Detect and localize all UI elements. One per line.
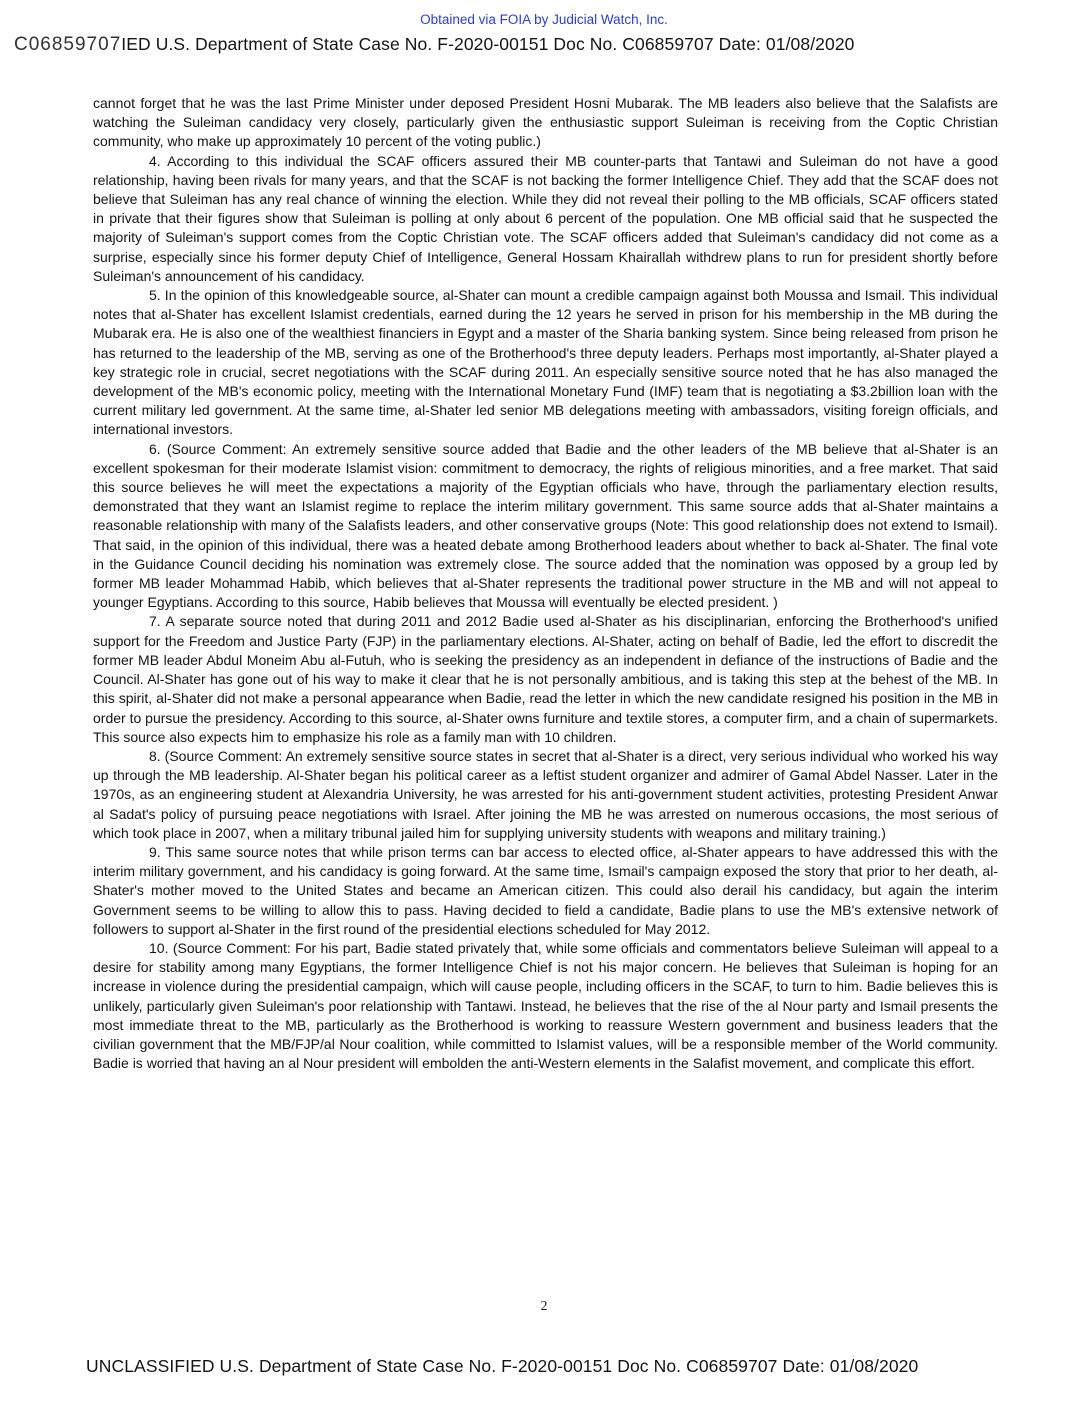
paragraph-9: 9. This same source notes that while prison terms can bar access to elected office, al-Shater appears to have addressed this with the interim military government, and his candidacy is going forward. At the same time, Ismail's campaign exposed the story that prior to her death, al-Shater's mother moved to the United States and became an American citizen. This could also derail his candidacy, but again the interim Government seems to be willing to allow this to pass. Having decided to field a candidate, Badie plans to use the MB's extensive network of followers to support al-Shater in the first round of the presidential elections scheduled for May 2012.	[93, 843, 998, 937]
paragraph-4: 4. According to this individual the SCAF officers assured their MB counter-parts that Tantawi and Suleiman do not have a good relationship, having been rivals for many years, and that the SCAF is not backing the former Intelligence Chief. They add that the SCAF does not believe that Suleiman has any real chance of winning the election. While they did not reveal their polling to the MB officials, SCAF officers stated in private that their figures show that Suleiman is polling at only about 6 percent of the population. One MB official said that he suspected the majority of Suleiman's support comes from the Coptic Christian vote. The SCAF officers added that Suleiman's candidacy did not come as a surprise, especially since his former deputy Chief of Intelligence, General Hossam Khairallah withdrew plans to run for president shortly before Suleiman's announcement of his candidacy.	[93, 152, 998, 284]
paragraph-continuation: cannot forget that he was the last Prime Minister under deposed President Hosni Mubarak. The MB leaders also believe that the Salafists are watching the Suleiman candidacy very closely, particularly given the enthusiastic support Suleiman is receiving from the Coptic Christian community, who make up approximately 10 percent of the voting public.)	[93, 95, 998, 150]
paragraph-5: 5. In the opinion of this knowledgeable source, al-Shater can mount a credible campaign against both Moussa and Ismail. This individual notes that al-Shater has excellent Islamist credentials, earned during the 12 years he served in prison for his membership in the MB during the Mubarak era. He is also one of the wealthiest financiers in Egypt and a master of the Sharia banking system. Since being released from prison he has returned to the leadership of the MB, serving as one of the Brotherhood's three deputy leaders. Perhaps most importantly, al-Shater played a key strategic role in crucial, secret negotiations with the SCAF during 2011. An especially sensitive source noted that he has also managed the development of the MB's economic policy, meeting with the International Monetary Fund (IMF) team that is negotiating a $3.2billion loan with the current military led government. At the same time, al-Shater led senior MB delegations meeting with ambassadors, visiting foreign officials, and international investors.	[93, 287, 998, 438]
paragraph-10: 10. (Source Comment: For his part, Badie stated privately that, while some officials and commentators believe Suleiman will appeal to a desire for stability among many Egyptians, the former Intelligence Chief is not his major concern. He believes that Suleiman is hoping for an increase in violence during the presidential campaign, which will cause people, including officers in the SCAF, to turn to him. Badie believes this is unlikely, particularly given Suleiman's poor relationship with Tantawi. Instead, he believes that the rise of the al Nour party and Ismail presents the most immediate threat to the MB, particularly as the Brotherhood is working to reassure Western government and business leaders that the civilian government that the MB/FJP/al Nour coalition, while committed to Islamist values, will be a responsible member of the World community. Badie is worried that having an al Nour president will embolden the anti-Western elements in the Salafist movement, and complicate this effort.	[93, 939, 998, 1072]
document-footer: UNCLASSIFIED U.S. Department of State Case No. F-2020-00151 Doc No. C06859707 Date: 01/08/2020	[86, 1356, 919, 1376]
doc-stamp: C06859707	[14, 34, 122, 55]
paragraph-6: 6. (Source Comment: An extremely sensitive source added that Badie and the other leaders of the MB believe that al-Shater is an excellent spokesman for their moderate Islamist vision: commitment to democracy, the rights of religious minorities, and a free market. That said this source believes he will meet the expectations a majority of the Egyptian officials who have, through the parliamentary election results, demonstrated that they want an Islamist regime to replace the interim military government. This same source adds that al-Shater maintains a reasonable relationship with many of the Salafists leaders, and other conservative groups (Note: This good relationship does not extend to Ismail). That said, in the opinion of this individual, there was a heated debate among Brotherhood leaders about whether to back al-Shater. The final vote in the Guidance Council deciding his nomination was extremely close. The source added that the nomination was opposed by a group led by former MB leader Mohammad Habib, which believes that al-Shater represents the traditional power structure in the MB and will not appeal to younger Egyptians. According to this source, Habib believes that Moussa will eventually be elected president. )	[93, 440, 998, 611]
page-number: 2	[540, 1298, 548, 1313]
header-text: IED U.S. Department of State Case No. F-2020-00151 Doc No. C06859707 Date: 01/08/2020	[121, 34, 855, 54]
paragraph-8: 8. (Source Comment: An extremely sensitive source states in secret that al-Shater is a direct, very serious individual who worked his way up through the MB leadership. Al-Shater began his political career as a leftist student organizer and admirer of Gamal Abdel Nasser. Later in the 1970s, as an engineering student at Alexandria University, he was arrested for his anti-government student activities, protesting President Anwar al Sadat's policy of pursuing peace negotiations with Israel. After joining the MB he was arrested on numerous occasions, the most serious of which took place in 2007, when a military tribunal jailed him for supplying university students with weapons and military training.)	[93, 747, 998, 841]
document-body	[93, 94, 998, 1073]
paragraph-7: 7. A separate source noted that during 2011 and 2012 Badie used al-Shater as his disciplinarian, enforcing the Brotherhood's unified support for the Freedom and Justice Party (FJP) in the parliamentary elections. Al-Shater, acting on behalf of Badie, led the effort to discredit the former MB leader Abdul Moneim Abu al-Futuh, who is seeking the presidency as an independent in defiance of the instructions of Badie and the Council. Al-Shater has gone out of his way to make it clear that he is not personally ambitious, and is taking this step at the behest of the MB. In this spirit, al-Shater did not make a personal appearance when Badie, read the letter in which the new candidate resigned his position in the MB in order to pursue the presidency. According to this source, al-Shater owns furniture and textile stores, a computer firm, and a chain of supermarkets. This source also expects him to emphasize his role as a family man with 10 children.	[93, 613, 998, 745]
foia-watermark: Obtained via FOIA by Judicial Watch, Inc.	[420, 12, 668, 27]
document-header	[14, 34, 1074, 56]
